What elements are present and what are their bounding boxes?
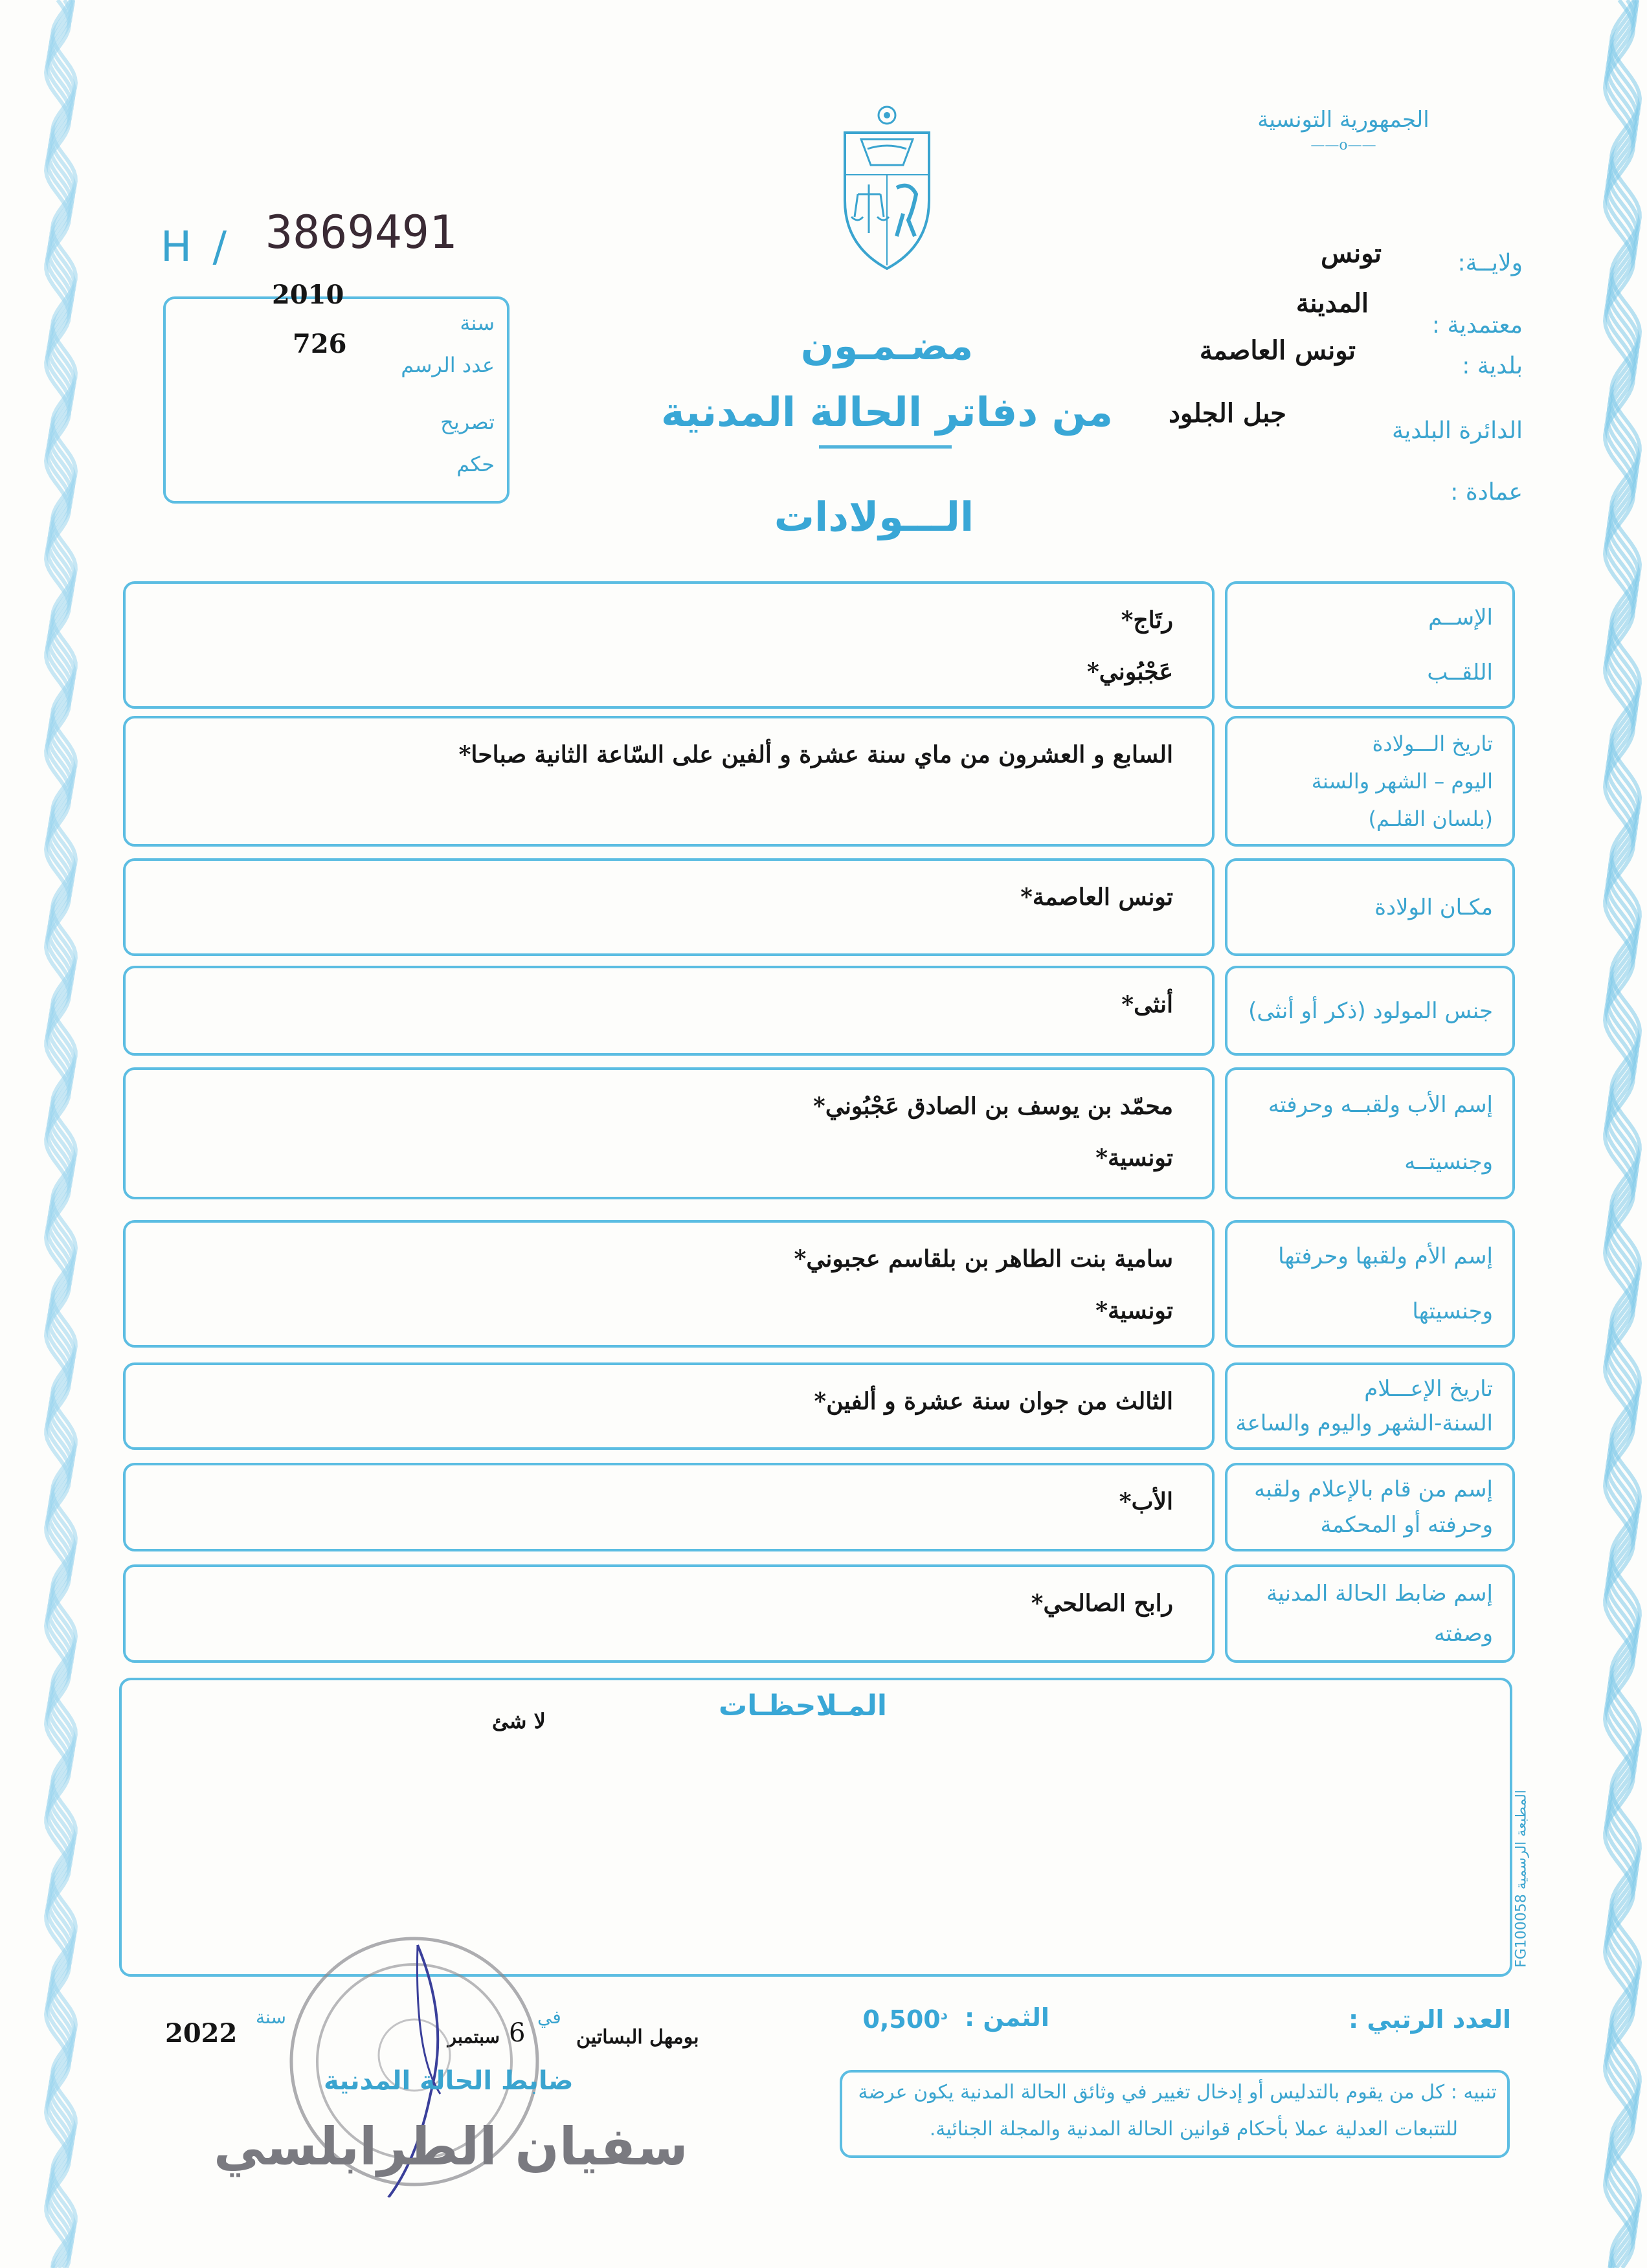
title-civil-registers: من دفاتر الحالة المدنية [661,388,1113,436]
row-declarant-value: الأب* [1119,1488,1173,1515]
row-name-value: عَجْبُوني* [1086,658,1173,685]
security-border-right [1599,0,1647,2268]
row-birth-place-label-box [1225,858,1515,956]
row-registrar-value-box [123,1564,1215,1663]
municipal-district-value: جبل الجلود [1169,398,1286,428]
tunisia-coat-of-arms-icon [832,104,942,272]
row-declarant-label: وحرفته أو المحكمة [1320,1511,1493,1538]
row-father-label: إسم الأب ولقبــه وحرفته [1268,1092,1493,1118]
printer-mark: المطبعة الرسمية FG100058 [1513,1790,1530,1968]
remarks-title: المـلاحظـات [719,1689,887,1722]
row-mother-label: وجنسيتها [1412,1298,1493,1324]
municipal-district-label: الدائرة البلدية [1391,417,1523,444]
row-name-value-box [123,581,1215,709]
row-registrar-label-box [1225,1564,1515,1663]
row-declaration-date-value-box [123,1362,1215,1450]
serial-order-label: العدد الرتبي : [1348,2005,1511,2034]
municipality-value: تونس العاصمة [1199,335,1356,366]
notice-line-1: تنبيه : كل من يقوم بالتدليس أو إدخال تغيير في وثائق الحالة المدنية يكون عرضة [858,2081,1497,2104]
serial-prefix: H / [161,223,231,271]
notice-line-2: للتتبعات العدلية عملا بأحكام قوانين الحالة المدنية والمجلة الجنائية. [929,2118,1458,2140]
governorate-label: ولايــة: [1457,250,1523,276]
row-sex-value-box [123,966,1215,1056]
issue-year: 2022 [165,2018,238,2049]
row-father-value: تونسية* [1095,1144,1173,1172]
governorate-value: تونس [1321,238,1382,269]
delegation-value: المدينة [1295,288,1369,318]
row-birth-date-label: تاريخ الـــولادة [1372,731,1493,756]
price-amount: 0,500 [862,2005,941,2034]
issue-month: سبتمبر [447,2026,500,2047]
imada-label: عمادة : [1450,479,1523,506]
row-declaration-date-value: الثالث من جوان سنة عشرة و ألفين* [814,1388,1173,1415]
price-label: الثمن : [965,2003,1049,2032]
register-number-value: 726 [293,329,347,359]
row-birth-place-label: مكـان الولادة [1374,894,1493,920]
row-sex-label: جنس المولود (ذكر أو أنثى) [1248,997,1493,1024]
price-unit: د [940,2007,948,2023]
row-mother-value: تونسية* [1095,1297,1173,1324]
row-father-label-box [1225,1067,1515,1199]
row-name-label-box [1225,581,1515,709]
row-birth-date-label: (بلسان القلـم) [1368,806,1493,831]
row-father-value: محمّد بن يوسف بن الصادق عَجْبُوني* [813,1093,1173,1120]
security-border-left [39,0,84,2268]
row-name-value: رتَاج* [1121,606,1173,634]
issue-day: 6 [509,2018,526,2048]
declaration-label: تصريح [440,410,495,434]
row-registrar-label: وصفته [1434,1621,1493,1647]
row-birth-date-label-box [1225,716,1515,847]
row-birth-date-label: اليوم – الشهر والسنة [1311,769,1493,794]
row-declaration-date-label: السنة-الشهر واليوم والساعة [1235,1410,1493,1437]
row-sex-label-box [1225,966,1515,1056]
row-registrar-value: رابح الصالحي* [1031,1590,1173,1617]
row-birth-place-value-box [123,858,1215,956]
stamp-title: ضابط الحالة المدنية [324,2066,574,2096]
row-father-value-box [123,1067,1215,1199]
register-year-value: 2010 [272,280,344,310]
row-sex-value: أنثى* [1121,991,1173,1018]
delegation-label: معتمدية : [1431,312,1523,339]
title-underline [819,445,952,449]
row-declarant-label: إسم من قام بالإعلام ولقبه [1254,1476,1493,1503]
row-mother-label-box [1225,1220,1515,1348]
header-ornament: ——o—— [1310,137,1376,153]
issue-year-label: سنة [256,2007,286,2028]
row-declaration-date-label: تاريخ الإعـــلام [1364,1375,1493,1402]
row-mother-value: سامية بنت الطاهر بن بلقاسم عجبوني* [794,1245,1173,1273]
issue-place: بومهل البساتين [576,2026,699,2049]
municipality-label: بلدية : [1462,353,1523,379]
serial-number: 3869491 [265,206,457,259]
register-year-label: سنة [460,311,495,335]
row-mother-value-box [123,1220,1215,1348]
row-father-label: وجنسيتــه [1404,1149,1493,1175]
republic-heading: الجمهورية التونسية [1257,107,1429,133]
title-extract: مضـمـون [800,324,974,369]
title-births: الـــولادات [774,493,974,540]
row-mother-label: إسم الأم ولقبها وحرفتها [1278,1243,1493,1270]
row-birth-date-value-box [123,716,1215,847]
issue-in-label: في [537,2007,561,2028]
row-registrar-label: إسم ضابط الحالة المدنية [1266,1581,1493,1606]
row-declarant-value-box [123,1463,1215,1551]
signature-name-stamp: سفيان الطرابلسي [214,2117,688,2177]
judgment-label: حكم [456,452,495,476]
row-birth-date-value: السابع و العشرون من ماي سنة عشرة و ألفين على السّاعة الثانية صباحا* [458,741,1173,768]
row-name-label: الإســم [1428,605,1493,631]
register-number-label: عدد الرسم [401,353,495,377]
remarks-value: لا شئ [492,1709,546,1733]
row-declarant-label-box [1225,1463,1515,1551]
row-declaration-date-label-box [1225,1362,1515,1450]
row-birth-place-value: تونس العاصمة* [1020,884,1173,911]
row-name-label: اللقــب [1427,659,1493,685]
price-value [863,2005,948,2034]
